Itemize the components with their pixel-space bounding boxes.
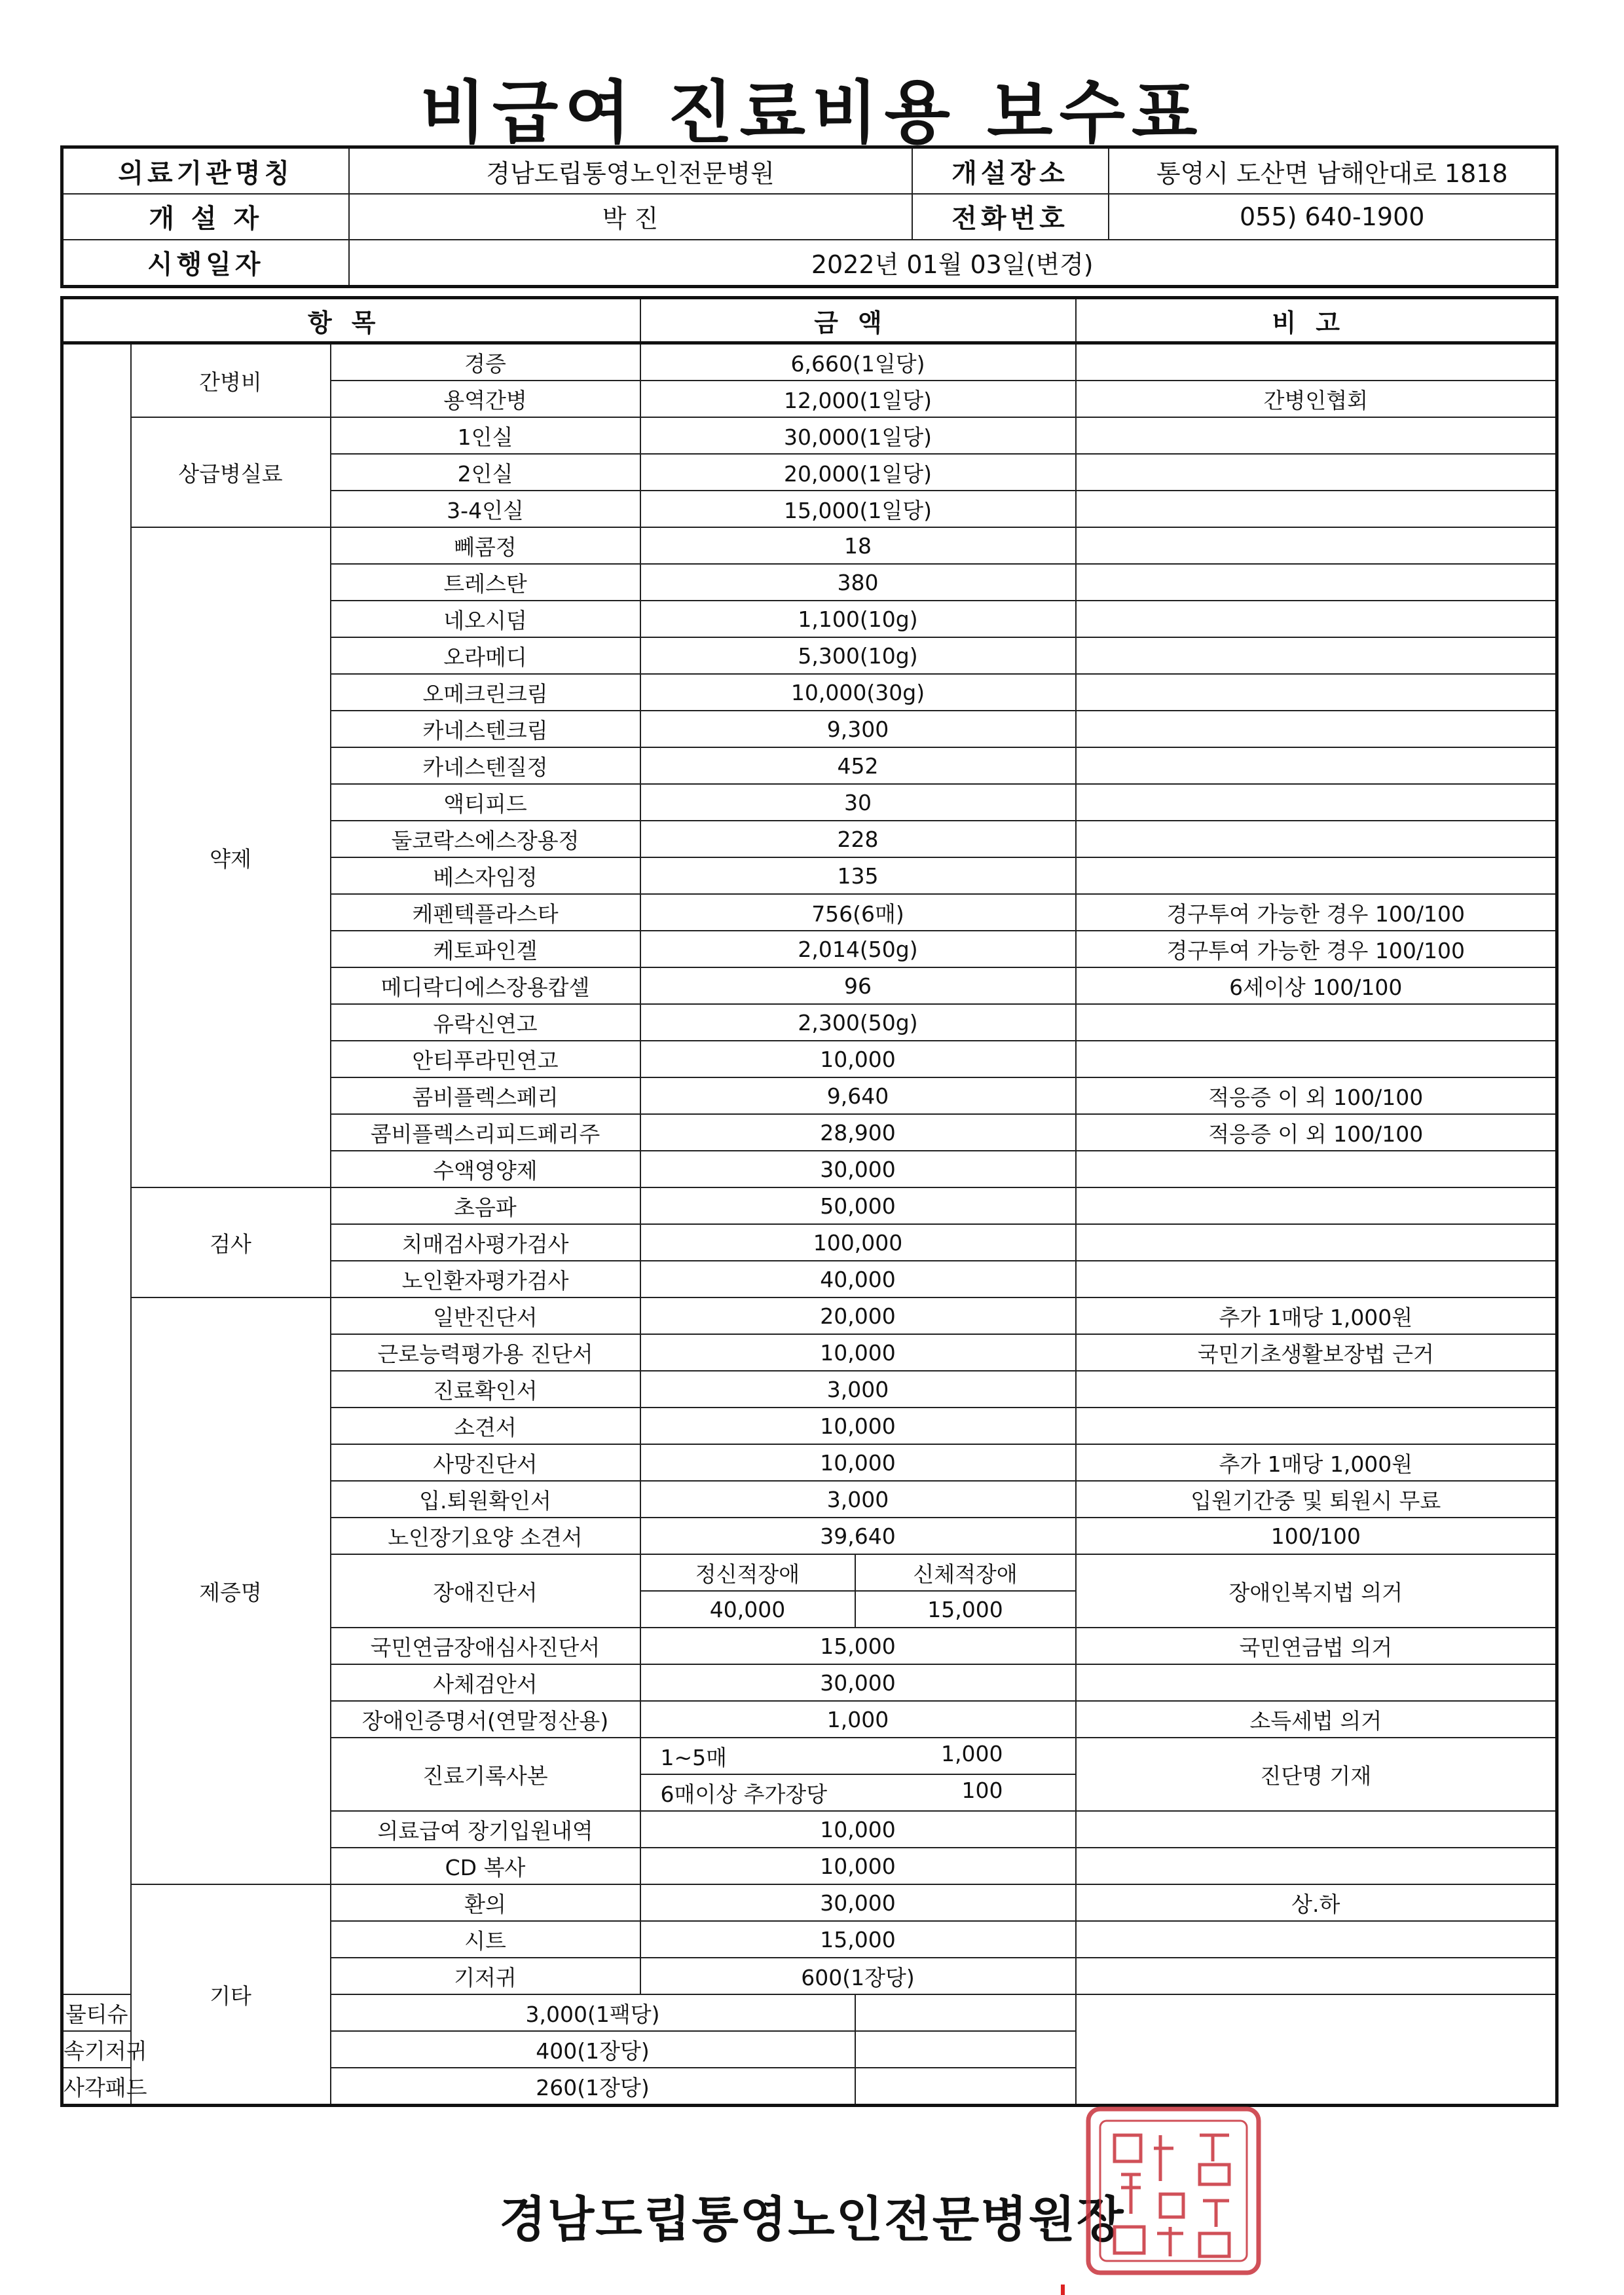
row-amount: 50,000 — [640, 1187, 1076, 1224]
seal-glyphs — [1115, 2135, 1229, 2256]
left-margin-column — [62, 343, 131, 1995]
row-item: 진료기록사본 — [331, 1738, 640, 1811]
location-label: 개설장소 — [912, 147, 1109, 195]
row-note: 소득세법 의거 — [1076, 1701, 1557, 1738]
row-amount: 3,000 — [640, 1481, 1076, 1518]
table-row — [62, 1297, 1557, 1334]
disability-physical-label: 신체적장애 — [855, 1554, 1076, 1591]
row-amount: 10,000 — [640, 1334, 1076, 1371]
row-item: 네오시덤 — [331, 601, 640, 637]
header-item: 항목 — [62, 298, 640, 343]
row-note — [1076, 1664, 1557, 1701]
category-test: 검사 — [131, 1187, 331, 1297]
row-amount: 10,000 — [640, 1408, 1076, 1444]
row-item: 소견서 — [331, 1408, 640, 1444]
row-amount: 2,300(50g) — [640, 1004, 1076, 1041]
page-edge-mark — [1061, 2285, 1065, 2295]
row-amount: 5,300(10g) — [640, 637, 1076, 674]
row-item: 일반진단서 — [331, 1297, 640, 1334]
row-note: 100/100 — [1076, 1518, 1557, 1554]
row-note — [1076, 674, 1557, 711]
row-item: 국민연금장애심사진단서 — [331, 1628, 640, 1664]
row-amount: 96 — [640, 967, 1076, 1004]
row-note — [1076, 1848, 1557, 1884]
row-amount: 30,000(1일당) — [640, 417, 1076, 454]
row-note: 진단명 기재 — [1076, 1738, 1557, 1811]
row-amount: 400(1장당) — [331, 2031, 855, 2068]
row-amount: 3,000(1팩당) — [331, 1994, 855, 2031]
row-item: 진료확인서 — [331, 1371, 640, 1408]
row-note: 추가 1매당 1,000원 — [1076, 1444, 1557, 1481]
issuer-signature: 경남도립통영노인전문병원장 — [499, 2192, 1125, 2248]
founder-label: 개 설 자 — [62, 194, 349, 240]
row-note — [1076, 637, 1557, 674]
row-item: 1인실 — [331, 417, 640, 454]
row-amount: 600(1장당) — [640, 1958, 1076, 1994]
row-note: 경구투여 가능한 경우 100/100 — [1076, 894, 1557, 931]
phone-label: 전화번호 — [912, 194, 1109, 240]
row-note — [1076, 1958, 1557, 1994]
row-note — [1076, 1408, 1557, 1444]
row-amount: 9,300 — [640, 711, 1076, 747]
row-note: 추가 1매당 1,000원 — [1076, 1297, 1557, 1334]
row-item: 안티푸라민연고 — [331, 1041, 640, 1077]
row-note — [1076, 1811, 1557, 1848]
row-item: 경증 — [331, 343, 640, 381]
row-amount: 39,640 — [640, 1518, 1076, 1554]
row-item: 장애진단서 — [331, 1554, 640, 1628]
row-note — [855, 2031, 1076, 2068]
row-note — [1076, 491, 1557, 527]
row-item: 의료급여 장기입원내역 — [331, 1811, 640, 1848]
row-amount: 40,000 — [640, 1261, 1076, 1297]
row-item: CD 복사 — [331, 1848, 640, 1884]
records-tier-1 — [640, 1738, 1076, 1774]
row-amount: 100,000 — [640, 1224, 1076, 1261]
row-amount: 10,000 — [640, 1848, 1076, 1884]
row-amount: 10,000(30g) — [640, 674, 1076, 711]
category-certificate: 제증명 — [131, 1297, 331, 1884]
row-note — [1076, 527, 1557, 564]
row-amount: 9,640 — [640, 1077, 1076, 1114]
row-note — [1076, 601, 1557, 637]
row-item: 케토파인겔 — [331, 931, 640, 967]
row-amount: 15,000 — [640, 1628, 1076, 1664]
row-amount: 30,000 — [640, 1664, 1076, 1701]
row-item: 노인장기요양 소견서 — [331, 1518, 640, 1554]
row-amount: 380 — [640, 564, 1076, 601]
category-drug: 약제 — [131, 527, 331, 1187]
header-amount: 금액 — [640, 298, 1076, 343]
row-amount: 2,014(50g) — [640, 931, 1076, 967]
row-note — [1076, 454, 1557, 491]
row-amount: 12,000(1일당) — [640, 381, 1076, 417]
row-amount: 452 — [640, 747, 1076, 784]
row-item: 수액영양제 — [331, 1151, 640, 1187]
row-amount: 3,000 — [640, 1371, 1076, 1408]
table-row — [62, 1187, 1557, 1224]
row-item: 베스자임정 — [331, 857, 640, 894]
row-note — [1076, 343, 1557, 381]
row-item: 3-4인실 — [331, 491, 640, 527]
row-amount: 30,000 — [640, 1884, 1076, 1921]
row-item: 둘코락스에스장용정 — [331, 821, 640, 857]
row-amount: 260(1장당) — [331, 2068, 855, 2106]
row-note: 장애인복지법 의거 — [1076, 1554, 1557, 1628]
row-note — [1076, 821, 1557, 857]
records-tier-2-label: 6매이상 추가장당 — [660, 1781, 828, 1807]
row-note: 상.하 — [1076, 1884, 1557, 1921]
row-note — [1076, 1187, 1557, 1224]
row-item: 2인실 — [331, 454, 640, 491]
records-tier-1-amount: 1,000 — [941, 1740, 1003, 1766]
row-item: 물티슈 — [62, 1994, 131, 2031]
row-note — [855, 1994, 1076, 2031]
row-note — [1076, 1921, 1557, 1958]
row-note — [1076, 1004, 1557, 1041]
row-item: 노인환자평가검사 — [331, 1261, 640, 1297]
row-item: 용역간병 — [331, 381, 640, 417]
row-note: 적응증 이 외 100/100 — [1076, 1114, 1557, 1151]
row-amount: 30,000 — [640, 1151, 1076, 1187]
row-note: 경구투여 가능한 경우 100/100 — [1076, 931, 1557, 967]
row-note — [1076, 857, 1557, 894]
row-item: 콤비플렉스리피드페리주 — [331, 1114, 640, 1151]
disability-mental-amount: 40,000 — [640, 1591, 855, 1628]
row-item: 입.퇴원확인서 — [331, 1481, 640, 1518]
row-amount: 135 — [640, 857, 1076, 894]
row-note — [1076, 747, 1557, 784]
category-nursing: 간병비 — [131, 343, 331, 418]
row-amount: 1,100(10g) — [640, 601, 1076, 637]
row-note — [1076, 564, 1557, 601]
disability-physical-amount: 15,000 — [855, 1591, 1076, 1628]
row-note — [1076, 1261, 1557, 1297]
row-amount: 28,900 — [640, 1114, 1076, 1151]
row-item: 환의 — [331, 1884, 640, 1921]
row-amount: 15,000 — [640, 1921, 1076, 1958]
row-note — [1076, 784, 1557, 821]
row-amount: 10,000 — [640, 1811, 1076, 1848]
row-note: 적응증 이 외 100/100 — [1076, 1077, 1557, 1114]
phone-value: 055) 640-1900 — [1109, 194, 1557, 240]
row-item: 케펜텍플라스타 — [331, 894, 640, 931]
row-note: 입원기간중 및 퇴원시 무료 — [1076, 1481, 1557, 1518]
disability-mental-label: 정신적장애 — [640, 1554, 855, 1591]
row-note — [1076, 1224, 1557, 1261]
effective-date-label: 시행일자 — [62, 240, 349, 287]
official-seal-icon — [1082, 2102, 1265, 2279]
row-note — [1076, 417, 1557, 454]
effective-date-value: 2022년 01월 03일(변경) — [349, 240, 1557, 287]
records-tier-2 — [640, 1774, 1076, 1811]
row-item: 사망진단서 — [331, 1444, 640, 1481]
row-amount: 15,000(1일당) — [640, 491, 1076, 527]
institution-value: 경남도립통영노인전문병원 — [349, 147, 912, 195]
row-amount: 20,000(1일당) — [640, 454, 1076, 491]
header-note: 비고 — [1076, 298, 1557, 343]
row-item: 오메크린크림 — [331, 674, 640, 711]
row-note — [855, 2068, 1076, 2106]
row-note: 국민연금법 의거 — [1076, 1628, 1557, 1664]
institution-info-table — [60, 145, 1559, 288]
row-item: 뻬콤정 — [331, 527, 640, 564]
row-note — [1076, 1371, 1557, 1408]
row-amount: 20,000 — [640, 1297, 1076, 1334]
row-amount: 18 — [640, 527, 1076, 564]
row-amount: 10,000 — [640, 1444, 1076, 1481]
row-note — [1076, 711, 1557, 747]
row-item: 트레스탄 — [331, 564, 640, 601]
row-item: 콤비플렉스페리 — [331, 1077, 640, 1114]
row-item: 치매검사평가검사 — [331, 1224, 640, 1261]
document-title: 비급여 진료비용 보수표 — [420, 73, 1204, 153]
table-row — [62, 1884, 1557, 1921]
row-note — [1076, 1151, 1557, 1187]
row-item: 근로능력평가용 진단서 — [331, 1334, 640, 1371]
row-amount: 30 — [640, 784, 1076, 821]
institution-label: 의료기관명칭 — [62, 147, 349, 195]
table-row — [62, 417, 1557, 454]
table-row — [62, 527, 1557, 564]
row-amount: 1,000 — [640, 1701, 1076, 1738]
row-amount: 10,000 — [640, 1041, 1076, 1077]
row-note — [1076, 1041, 1557, 1077]
row-item: 액티피드 — [331, 784, 640, 821]
row-item: 사각패드 — [62, 2068, 131, 2106]
row-item: 메디락디에스장용캅셀 — [331, 967, 640, 1004]
row-item: 사체검안서 — [331, 1664, 640, 1701]
table-row — [62, 343, 1557, 381]
row-item: 장애인증명서(연말정산용) — [331, 1701, 640, 1738]
row-item: 기저귀 — [331, 1958, 640, 1994]
row-item: 유락신연고 — [331, 1004, 640, 1041]
founder-value: 박 진 — [349, 194, 912, 240]
records-tier-1-label: 1~5매 — [660, 1744, 728, 1770]
row-item: 오라메디 — [331, 637, 640, 674]
location-value: 통영시 도산면 남해안대로 1818 — [1109, 147, 1557, 195]
row-item: 시트 — [331, 1921, 640, 1958]
row-item: 속기저귀 — [62, 2031, 131, 2068]
row-item: 카네스텐질정 — [331, 747, 640, 784]
records-tier-2-amount: 100 — [961, 1777, 1003, 1803]
row-item: 초음파 — [331, 1187, 640, 1224]
seal-inner-border — [1100, 2121, 1247, 2261]
row-item: 카네스텐크림 — [331, 711, 640, 747]
row-amount: 6,660(1일당) — [640, 343, 1076, 381]
row-note: 6세이상 100/100 — [1076, 967, 1557, 1004]
category-room: 상급병실료 — [131, 417, 331, 527]
row-amount: 756(6매) — [640, 894, 1076, 931]
fee-table — [60, 296, 1559, 2107]
category-etc: 기타 — [131, 1884, 331, 2106]
row-note: 국민기초생활보장법 근거 — [1076, 1334, 1557, 1371]
row-amount: 228 — [640, 821, 1076, 857]
row-note: 간병인협회 — [1076, 381, 1557, 417]
